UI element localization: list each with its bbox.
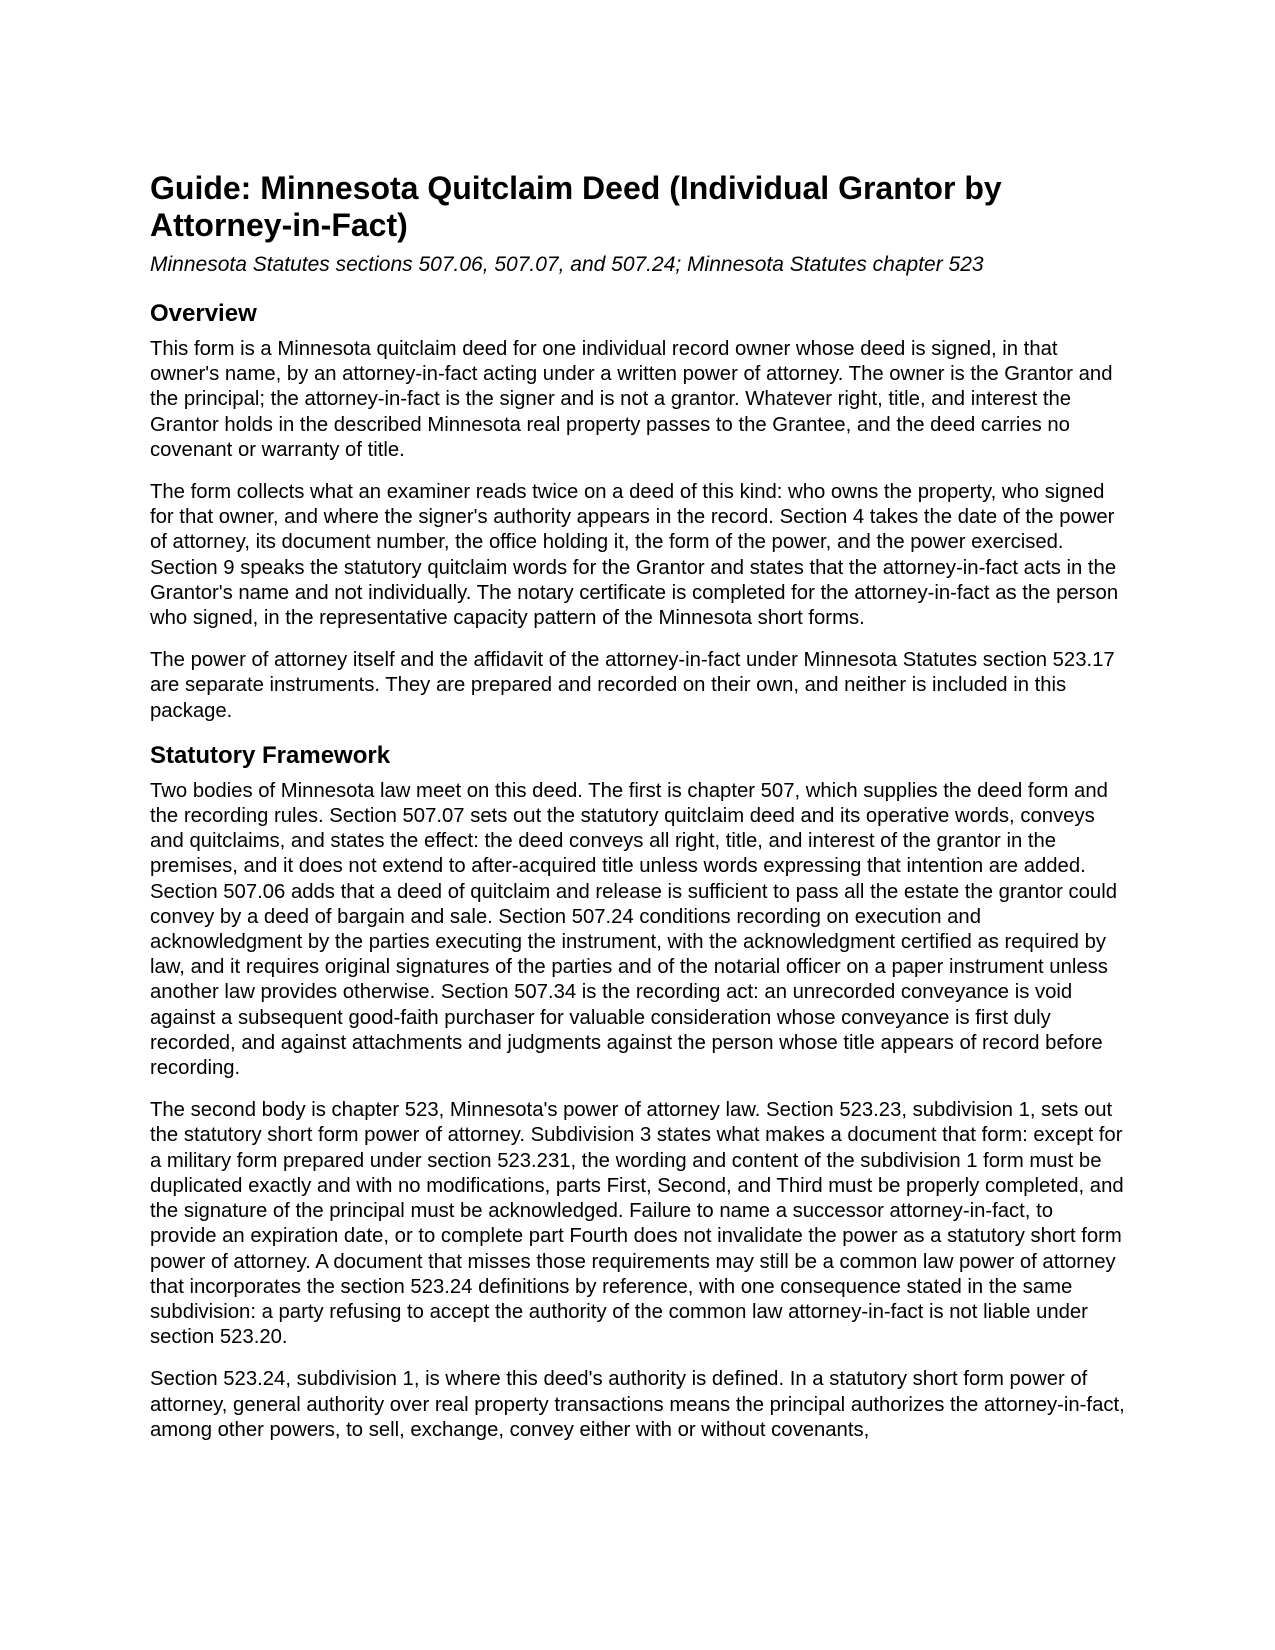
section-heading: Statutory Framework (150, 741, 391, 769)
paragraph: The power of attorney itself and the affidavit of the attorney-in-fact under Minnesota Statutes section 523.17 are separate instruments. They are prepared and recorded on their own, and neither is included in this package. (150, 649, 1115, 722)
section-overview (150, 299, 1125, 724)
document-page (150, 170, 1125, 1460)
paragraph: The second body is chapter 523, Minnesota's power of attorney law. Section 523.23, subdivision 1, sets out the statutory short form power of attorney. Subdivision 3 states what makes a document that form: except for a military form prepared under section 523.231, the wording and content of the subdivision 1 form must be duplicated exactly and with no modifications, parts First, Second, and Third must be properly completed, and the signature of the principal must be acknowledged. Failure to name a successor attorney-in-fact, to provide an expiration date, or to complete part Fourth does not invalidate the power as a statutory short form power of attorney. A document that misses those requirements may still be a common law power of attorney that incorporates the section 523.24 definitions by reference, with one consequence stated in the same subdivision: a party refusing to accept the authority of the common law attorney-in-fact is not liable under section 523.20. (150, 1099, 1124, 1349)
paragraph: Section 523.24, subdivision 1, is where this deed's authority is defined. In a statutory short form power of attorney, general authority over real property transactions means the principal authorizes the attorney-in-fact, among other powers, to sell, exchange, convey either with or without covenants, (150, 1368, 1125, 1441)
document-subtitle: Minnesota Statutes sections 507.06, 507.07, and 507.24; Minnesota Statutes chapter 523 (150, 253, 984, 276)
paragraph: This form is a Minnesota quitclaim deed for one individual record owner whose deed is signed, in that owner's name, by an attorney-in-fact acting under a written power of attorney. The owner is the Grantor and the principal; the attorney-in-fact is the signer and is not a grantor. Whatever right, title, and interest the Grantor holds in the described Minnesota real property passes to the Grantee, and the deed carries no covenant or warranty of title. (150, 338, 1113, 461)
section-statutory-framework (150, 741, 1125, 1443)
paragraph: The form collects what an examiner reads twice on a deed of this kind: who owns the property, who signed for that owner, and where the signer's authority appears in the record. Section 4 takes the date of the power of attorney, its document number, the office holding it, the form of the power, and the power exercised. Section 9 speaks the statutory quitclaim words for the Grantor and states that the attorney-in-fact acts in the Grantor's name and not individually. The notary certificate is completed for the attorney-in-fact as the person who signed, in the representative capacity pattern of the Minnesota short forms. (150, 481, 1119, 630)
section-heading: Overview (150, 300, 257, 327)
document-title: Guide: Minnesota Quitclaim Deed (Individual Grantor by Attorney-in-Fact) (150, 170, 1002, 243)
paragraph: Two bodies of Minnesota law meet on this deed. The first is chapter 507, which supplies the deed form and the recording rules. Section 507.07 sets out the statutory quitclaim deed and its operative words, conveys and quitclaims, and states the effect: the deed conveys all right, title, and interest of the grantor in the premises, and it does not extend to after-acquired title unless words expressing that intention are added. Section 507.06 adds that a deed of quitclaim and release is sufficient to pass all the estate the grantor could convey by a deed of bargain and sale. Section 507.24 conditions recording on execution and acknowledgment by the parties executing the instrument, with the acknowledgment certified as required by law, and it requires original signatures of the parties and of the notarial officer on a paper instrument unless another law provides otherwise. Section 507.34 is the recording act: an unrecorded conveyance is void against a subsequent good-faith purchaser for valuable consideration whose conveyance is first duly recorded, and against attachments and judgments against the person whose title appears of record before recording. (150, 779, 1117, 1080)
